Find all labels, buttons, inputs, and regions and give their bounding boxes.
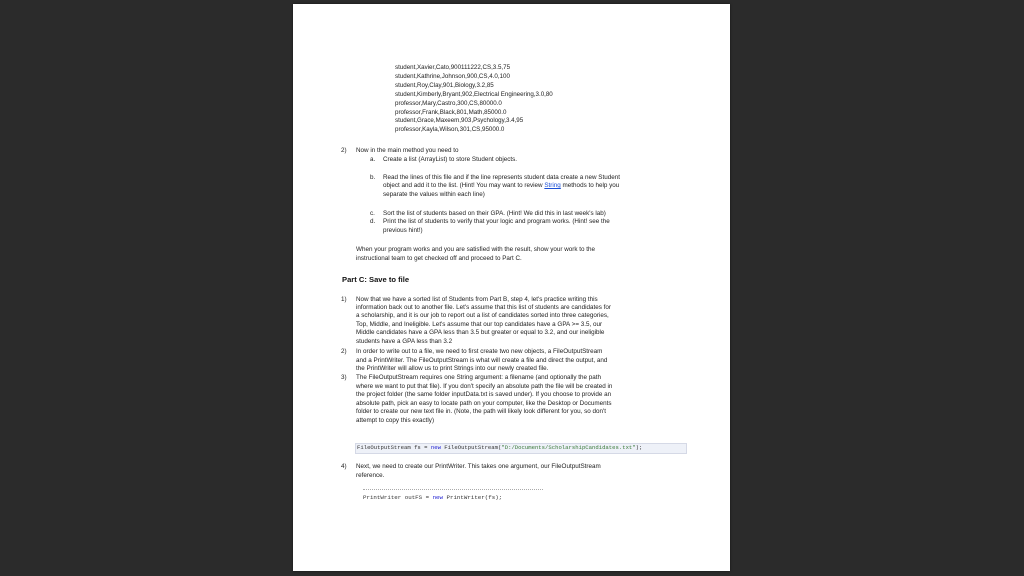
data-line: student,Grace,Maxeem,903,Psychology,3.4,95 bbox=[395, 117, 524, 125]
step2b-text: methods to help you bbox=[560, 182, 620, 189]
data-line: professor,Frank,Black,801,Math,85000.0 bbox=[395, 108, 507, 116]
item4-number: 4) bbox=[341, 463, 347, 470]
code-text: PrintWriter(fs); bbox=[443, 494, 503, 501]
data-line: professor,Kayla,Wilson,301,CS,95000.0 bbox=[395, 126, 505, 134]
item3-line: the project folder (the same folder inputData.txt is saved under). If you choose to provide an bbox=[356, 391, 612, 398]
step2b-line: Read the lines of this file and if the line represents student data create a new Student bbox=[383, 174, 620, 181]
step2b-text: object and add it to the list. (Hint! You may want to review bbox=[383, 182, 545, 189]
step2a-text: Create a list (ArrayList) to store Student objects. bbox=[383, 156, 518, 163]
item2-line: In order to write out to a file, we need to first create two new objects, a FileOutputStream bbox=[356, 348, 603, 355]
step2b-line: separate the values within each line) bbox=[383, 191, 485, 198]
code-keyword: new bbox=[432, 494, 444, 501]
code-text: ); bbox=[635, 444, 643, 451]
item3-line: folder to create our new text file in. (Note, the path will likely look different for you, so don't bbox=[356, 408, 606, 415]
data-line: student,Xavier,Cato,900111222,CS,3.5,75 bbox=[395, 64, 511, 71]
step2-text: Now in the main method you need to bbox=[356, 147, 459, 154]
step2b-label: b. bbox=[370, 174, 376, 181]
item1-line: Now that we have a sorted list of Students from Part B, step 4, let's practice writing this bbox=[356, 296, 598, 303]
item1-number: 1) bbox=[341, 296, 347, 303]
step2d-label: d. bbox=[370, 218, 376, 225]
item2-number: 2) bbox=[341, 348, 347, 355]
item1-line: information back out to another file. Let's assume that this list of students are candidates for bbox=[356, 304, 611, 311]
item3-line: absolute path, pick an easy to locate path on your computer, like the Desktop or Documents bbox=[356, 400, 612, 407]
item3-number: 3) bbox=[341, 374, 347, 381]
item1-line: Middle candidates have a GPA less than 3.5 but greater or equal to 3.2, and our ineligible bbox=[356, 329, 605, 336]
item1-line: a scholarship, and it is our job to report out a list of candidates sorted into three categories, bbox=[356, 312, 609, 319]
data-line: student,Kathrine,Johnson,900,CS,4.0,100 bbox=[395, 72, 510, 80]
item3-line: attempt to copy this exactly) bbox=[356, 417, 435, 424]
data-line: student,Kimberly,Bryant,902,Electrical Engineering,3.0,80 bbox=[395, 90, 553, 98]
item2-line: and a PrintWriter. The FileOutputStream is what will create a file and direct the output, and bbox=[356, 357, 608, 364]
code-text: PrintWriter outFS = bbox=[363, 494, 433, 501]
item1-line: students have a GPA less than 3.2 bbox=[356, 338, 453, 345]
step2a-label: a. bbox=[370, 156, 376, 163]
input-data-lines bbox=[395, 64, 553, 135]
step2d-line: previous hint!) bbox=[383, 227, 423, 234]
step2-number: 2) bbox=[341, 147, 347, 154]
code-line-printwriter bbox=[363, 494, 502, 501]
code-text: FileOutputStream fs = bbox=[357, 444, 431, 451]
item1-line: Top, Middle, and Ineligible. Let's assume that our top candidates have a GPA >= 3.5, our bbox=[356, 321, 603, 328]
item4-line: Next, we need to create our PrintWriter. This takes one argument, our FileOutputStream bbox=[356, 463, 601, 470]
code-line-fileoutputstream bbox=[357, 444, 642, 451]
item3-line: where we want to put that file). If you don't specify an absolute path the file will be created in bbox=[356, 383, 613, 390]
step2d-line: Print the list of students to verify that your logic and program works. (Hint! see the bbox=[383, 218, 610, 225]
when-line: When your program works and you are satisfied with the result, show your work to the bbox=[356, 246, 596, 253]
cropped-code-fragment bbox=[363, 489, 543, 492]
code-string: "D:/Documents/ScholarshipCandidates.txt" bbox=[501, 444, 636, 451]
part-c-heading: Part C: Save to file bbox=[342, 275, 410, 284]
step2c-label: c. bbox=[370, 210, 375, 217]
item2-line: the PrintWriter will allow us to print Strings into our newly created file. bbox=[356, 365, 549, 372]
data-line: student,Roy,Clay,901,Biology,3.2,85 bbox=[395, 81, 494, 89]
string-link[interactable]: String bbox=[544, 182, 561, 189]
step2c-text: Sort the list of students based on their GPA. (Hint! We did this in last week's lab) bbox=[383, 210, 606, 217]
data-line: professor,Mary,Castro,300,CS,80000.0 bbox=[395, 99, 502, 107]
code-keyword: new bbox=[430, 444, 441, 451]
document-page bbox=[293, 4, 730, 571]
when-line: instructional team to get checked off and proceed to Part C. bbox=[356, 255, 522, 262]
item4-line: reference. bbox=[356, 472, 385, 479]
code-text: FileOutputStream( bbox=[440, 444, 502, 451]
item3-line: The FileOutputStream requires one String argument: a filename (and optionally the path bbox=[356, 374, 602, 381]
step2b-line bbox=[383, 182, 619, 190]
